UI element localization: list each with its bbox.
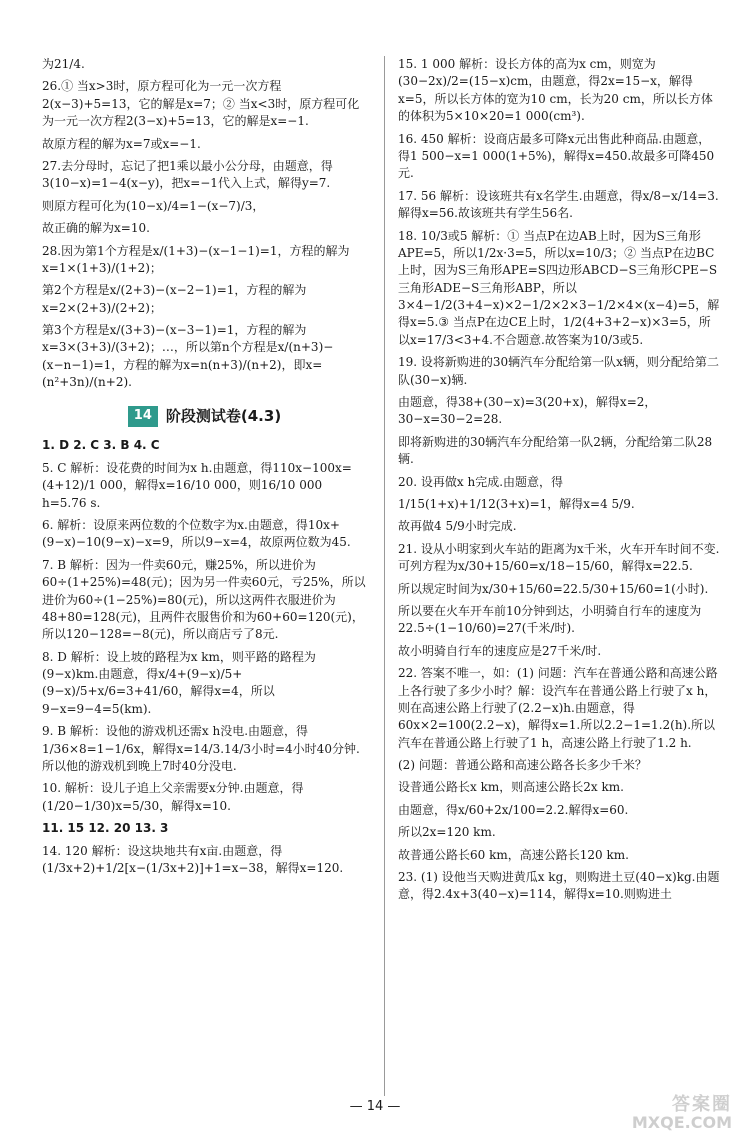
answer-21: 21. 设从小明家到火车站的距离为x千米，火车开车时间不变.可列方程为x/30+15/60=x/18−15/60，解得x=22.5. [398, 541, 720, 574]
answer-18: 18. 10/3或5 解析：① 当点P在边AB上时，因为S三角形APE=5，所以1/2x·3=5，所以x=10/3；② 当点P在边BC上时，因为S三角形APE=S四边形ABCD−S三角形CPE−S三角形ADE−S三角形ABP，所以3×4−1/2(3+4−x)×2−1/2×2×3−1/2×4×(x−4)=5，解得x=5.③ 当点P在边CE上时，1/2(4+3+2−x)×3=5，所以x=17/3<3+4.不合题意.故答案为10/3或5. [398, 228, 720, 347]
answer-22-part2: (2) 问题：普通公路和高速公路各长多少千米？ [398, 758, 647, 773]
answer-17: 17. 56 解析：设该班共有x名学生.由题意，得x/8−x/14=3.解得x=56.故该班共有学生56名. [398, 188, 719, 221]
answer-22-result: 所以2x=120 km. [398, 825, 496, 840]
answers-11-13: 11. 15 12. 20 13. 3 [42, 821, 169, 836]
answer-14: 14. 120 解析：设这块地共有x亩.由题意，得(1/3x+2)+1/2[x−(1/3x+2)]+1=x−38，解得x=120. [42, 843, 344, 875]
answer-22: 22. 答案不唯一，如：(1) 问题：汽车在普通公路和高速公路上各行驶了多少小时？解：设汽车在普通公路上行驶了x h，则在高速公路上行驶了(2.2−x)h.由题意，得60x×2=100(2.2−x)，解得x=1.所以2.2−1=1.2(h).所以汽车在普通公路上行驶了1 h，高速公路上行驶了1.2 h. [398, 666, 718, 750]
answer-22-equation: 由题意，得x/60+2x/100=2.2.解得x=60. [398, 802, 629, 817]
answer-7: 7. B 解析：因为一件卖60元，赚25%，所以进价为60÷(1+25%)=48(元)；因为另一件卖60元，亏25%，所以进价为60÷(1−25%)=80(元)，所以这两件衣服进价为48+80=128(元)，且两件衣服售价和为60+60=120(元)，所以120−128=−8(元)，所以商店亏了8元. [42, 557, 366, 642]
answers-1-4: 1. D 2. C 3. B 4. C [42, 438, 160, 453]
text-line: 为21/4. [42, 57, 85, 71]
answer-6: 6. 解析：设原来两位数的个位数字为x.由题意，得10x+(9−x)−10(9−x)−x=9，所以9−x=4，故原两位数为45. [42, 517, 351, 550]
right-column [398, 56, 720, 909]
answer-20-conclusion: 故再做4 5/9小时完成. [398, 519, 517, 534]
watermark-logo: 答案圈 MXQE.COM [631, 1094, 732, 1132]
answer-26-conclusion: 故原方程的解为x=7或x=−1. [42, 136, 201, 151]
answer-19-equation: 由题意，得38+(30−x)=3(20+x)，解得x=2，30−x=30−2=28. [398, 395, 657, 427]
answer-28-second: 第2个方程是x/(2+3)−(x−2−1)=1，方程的解为x=2×(2+3)/(2+2)； [42, 283, 307, 315]
answer-9: 9. B 解析：设他的游戏机还需x h没电.由题意，得1/36×8=1−1/6x，解得x=14/3.14/3小时=4小时40分钟.所以他的游戏机到晚上7时40分没电. [42, 724, 360, 774]
answer-16: 16. 450 解析：设商店最多可降x元出售此种商品.由题意，得1 500−x=1 000(1+5%)，解得x=450.故最多可降450元. [398, 131, 715, 181]
section-heading [42, 406, 367, 428]
answer-19: 19. 设将新购进的30辆汽车分配给第一队x辆，则分配给第二队(30−x)辆. [398, 355, 719, 387]
answer-22-conclusion: 故普通公路长60 km，高速公路长120 km. [398, 847, 629, 862]
answer-20-equation: 1/15(1+x)+1/12(3+x)=1，解得x=4 5/9. [398, 496, 635, 511]
answer-8: 8. D 解析：设上坡的路程为x km，则平路的路程为(9−x)km.由题意，得x/4+(9−x)/5+(9−x)/5+x/6=3+41/60，解得x=4，所以9−x=9−4=5(km). [42, 649, 316, 716]
answer-23: 23. (1) 设他当天购进黄瓜x kg，则购进土豆(40−x)kg.由题意，得2.4x+3(40−x)=114，解得x=10.则购进土 [398, 870, 720, 902]
answer-27: 27.去分母时，忘记了把1乘以最小公分母，由题意，得3(10−x)=1−4(x−y)，把x=−1代入上式，解得y=7. [42, 158, 333, 191]
page-number: — 14 — [349, 1099, 401, 1114]
answer-21-time: 所以规定时间为x/30+15/60=22.5/30+15/60=1(小时). [398, 581, 709, 596]
answer-15: 15. 1 000 解析：设长方体的高为x cm，则宽为(30−2x)/2=(15−x)cm，由题意，得2x=15−x，解得x=5，所以长方体的宽为10 cm，长为20 cm，所以长方体的体积为5×10×20=1 000(cm³). [398, 57, 713, 124]
answer-28: 28.因为第1个方程是x/(1+3)−(x−1−1)=1，方程的解为x=1×(1+3)/(1+2)； [42, 243, 350, 275]
answer-20: 20. 设再做x h完成.由题意，得 [398, 474, 564, 489]
section-number: 14 [128, 406, 158, 427]
answer-5: 5. C 解析：设花费的时间为x h.由题意，得110x−100x=(4+12)/1 000，解得x=16/10 000，则16/10 000 h=5.76 s. [42, 460, 352, 510]
answer-27-conclusion: 故正确的解为x=10. [42, 221, 150, 236]
answer-10: 10. 解析：设儿子追上父亲需要x分钟.由题意，得(1/20−1/30)x=5/30，解得x=10. [42, 781, 304, 813]
left-column [42, 56, 367, 882]
answer-27-equation: 则原方程可化为(10−x)/4=1−(x−7)/3， [42, 198, 265, 213]
column-divider [384, 56, 385, 1096]
answer-22-setup: 设普通公路长x km，则高速公路长2x km. [398, 780, 624, 795]
answer-19-conclusion: 即将新购进的30辆汽车分配给第一队2辆，分配给第二队28辆. [398, 434, 713, 467]
section-title: 阶段测试卷(4.3) [165, 406, 282, 425]
answer-21-conclusion: 故小明骑自行车的速度应是27千米/时. [398, 643, 602, 658]
answer-26: 26.① 当x>3时，原方程可化为一元一次方程2(x−3)+5=13，它的解是x=7；② 当x<3时，原方程可化为一元一次方程2(3−x)+5=13，它的解是x=−1. [42, 79, 360, 129]
answer-28-third: 第3个方程是x/(3+3)−(x−3−1)=1，方程的解为x=3×(3+3)/(3+2)；…，所以第n个方程是x/(n+3)−(x−n−1)=1，方程的解为x=n(n+3)/(n+2)，即x=(n²+3n)/(n+2). [42, 323, 334, 390]
answer-21-speed: 所以要在火车开车前10分钟到达，小明骑自行车的速度为22.5÷(1−10/60)=27(千米/时). [398, 603, 702, 636]
